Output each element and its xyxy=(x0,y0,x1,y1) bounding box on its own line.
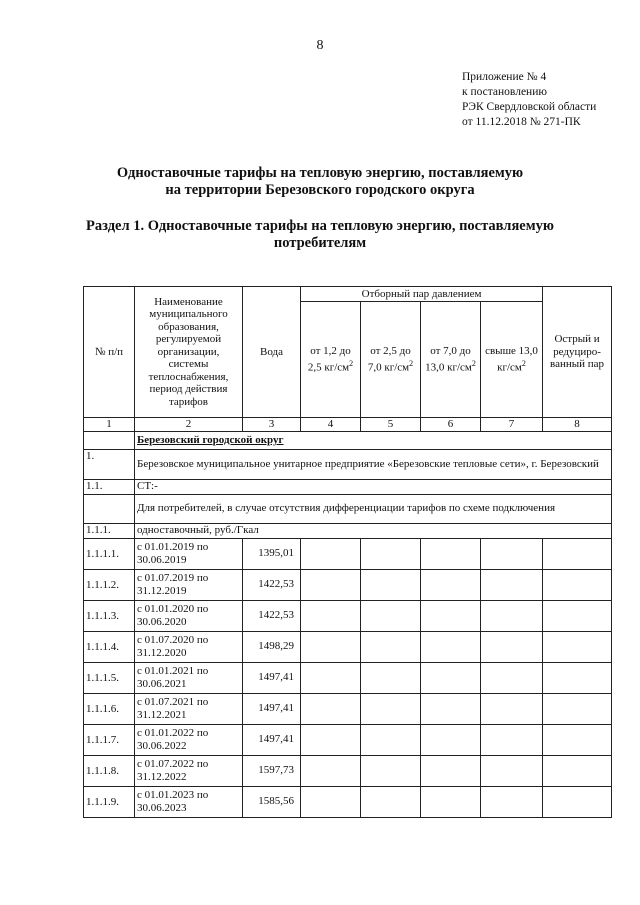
table-row xyxy=(84,755,612,786)
table-row xyxy=(84,600,612,631)
row-code: 1.1.1.1. xyxy=(84,538,135,569)
table-row xyxy=(84,631,612,662)
system-name: СТ:- xyxy=(135,479,612,494)
row-empty-cell xyxy=(301,538,361,569)
row-code: 1.1.1.3. xyxy=(84,600,135,631)
row-empty-cell xyxy=(361,786,421,817)
col-number: 2 xyxy=(135,418,243,432)
tariff-table xyxy=(83,286,612,818)
col-number: 3 xyxy=(243,418,301,432)
table-row xyxy=(84,786,612,817)
row-code: 1.1.1.8. xyxy=(84,755,135,786)
page-number: 8 xyxy=(316,38,324,53)
col-number: 7 xyxy=(481,418,543,432)
row-code: 1.1.1.5. xyxy=(84,662,135,693)
row-code: 1.1.1.9. xyxy=(84,786,135,817)
header-num: № п/п xyxy=(84,287,135,418)
rate-row xyxy=(84,523,612,538)
row-empty-cell xyxy=(361,755,421,786)
row-empty-cell xyxy=(543,662,612,693)
row-code: 1.1.1.2. xyxy=(84,569,135,600)
row-code: 1.1.1.6. xyxy=(84,693,135,724)
row-code: 1.1.1.7. xyxy=(84,724,135,755)
row-empty-cell xyxy=(481,786,543,817)
row-period: с 01.07.2022 по 31.12.2022 xyxy=(135,755,243,786)
row-empty-cell xyxy=(421,631,481,662)
row-empty-cell xyxy=(481,662,543,693)
header-steam-1-sup: 2 xyxy=(349,358,354,368)
document-title xyxy=(0,165,640,199)
row-empty-cell xyxy=(543,786,612,817)
row-empty-cell xyxy=(481,693,543,724)
appendix-line: от 11.12.2018 № 271-ПК xyxy=(462,116,581,128)
row-period: с 01.01.2023 по 30.06.2023 xyxy=(135,786,243,817)
region-empty-cell xyxy=(84,431,135,449)
row-empty-cell xyxy=(481,569,543,600)
title-line: на территории Березовского городского округа xyxy=(165,182,475,198)
section-title xyxy=(0,218,640,252)
col-number: 5 xyxy=(361,418,421,432)
column-number-row xyxy=(84,418,612,432)
appendix-block xyxy=(462,70,596,130)
row-empty-cell xyxy=(361,662,421,693)
row-empty-cell xyxy=(481,755,543,786)
row-empty-cell xyxy=(421,662,481,693)
row-empty-cell xyxy=(543,693,612,724)
row-empty-cell xyxy=(481,724,543,755)
row-empty-cell xyxy=(301,600,361,631)
section-title-line: потребителям xyxy=(273,235,367,251)
appendix-line: к постановлению xyxy=(462,86,547,98)
row-empty-cell xyxy=(361,631,421,662)
org-name: Березовское муниципальное унитарное предприятие «Березовские тепловые сети», г. Березовский xyxy=(135,449,612,479)
row-period: с 01.07.2021 по 31.12.2021 xyxy=(135,693,243,724)
table-row xyxy=(84,538,612,569)
row-empty-cell xyxy=(361,569,421,600)
row-empty-cell xyxy=(421,538,481,569)
row-empty-cell xyxy=(543,724,612,755)
header-steam-2-sup: 2 xyxy=(409,358,414,368)
row-period: с 01.07.2020 по 31.12.2020 xyxy=(135,631,243,662)
table-row xyxy=(84,569,612,600)
row-empty-cell xyxy=(481,538,543,569)
region-row xyxy=(84,431,612,449)
header-water: Вода xyxy=(243,287,301,418)
row-code: 1.1.1.4. xyxy=(84,631,135,662)
header-steam-4 xyxy=(481,302,543,418)
appendix-line: Приложение № 4 xyxy=(462,71,547,83)
row-empty-cell xyxy=(543,600,612,631)
region-name: Березовский городской округ xyxy=(137,433,284,446)
row-empty-cell xyxy=(421,724,481,755)
row-water-value: 1422,53 xyxy=(243,569,301,600)
row-period: с 01.01.2020 по 30.06.2020 xyxy=(135,600,243,631)
row-empty-cell xyxy=(301,569,361,600)
consumers-note: Для потребителей, в случае отсутствия дифференциации тарифов по схеме подключения xyxy=(135,494,612,523)
header-name: Наименование муниципального образования, регулируемой организации, системы теплоснабжения, период действия тарифов xyxy=(135,287,243,418)
header-steam-3 xyxy=(421,302,481,418)
col-number: 4 xyxy=(301,418,361,432)
row-water-value: 1585,56 xyxy=(243,786,301,817)
row-empty-cell xyxy=(361,724,421,755)
row-period: с 01.01.2021 по 30.06.2021 xyxy=(135,662,243,693)
row-period: с 01.01.2019 по 30.06.2019 xyxy=(135,538,243,569)
consumers-empty-cell xyxy=(84,494,135,523)
header-steam-group: Отборный пар давлением xyxy=(301,287,543,302)
row-empty-cell xyxy=(361,600,421,631)
system-row xyxy=(84,479,612,494)
system-code: 1.1. xyxy=(84,479,135,494)
header-steam-1-text: от 1,2 до 2,5 кг/см xyxy=(307,345,351,374)
row-empty-cell xyxy=(301,693,361,724)
header-steam-2 xyxy=(361,302,421,418)
title-line: Одноставочные тарифы на тепловую энергию, поставляемую xyxy=(116,165,524,181)
section-title-line: Раздел 1. Одноставочные тарифы на тепловую энергию, поставляемую xyxy=(86,218,554,234)
row-empty-cell xyxy=(481,600,543,631)
header-steam-1 xyxy=(301,302,361,418)
row-empty-cell xyxy=(301,786,361,817)
header-steam-2-text: от 2,5 до 7,0 кг/см xyxy=(367,345,411,374)
row-empty-cell xyxy=(301,662,361,693)
row-empty-cell xyxy=(421,600,481,631)
row-empty-cell xyxy=(543,538,612,569)
header-sharp-steam: Острый и редуциро-ванный пар xyxy=(543,287,612,418)
row-water-value: 1497,41 xyxy=(243,724,301,755)
rate-code: 1.1.1. xyxy=(84,523,135,538)
row-empty-cell xyxy=(301,755,361,786)
rate-name: одноставочный, руб./Гкал xyxy=(135,523,612,538)
row-empty-cell xyxy=(301,724,361,755)
table-row xyxy=(84,724,612,755)
col-number: 6 xyxy=(421,418,481,432)
row-water-value: 1395,01 xyxy=(243,538,301,569)
row-empty-cell xyxy=(361,693,421,724)
row-empty-cell xyxy=(421,693,481,724)
row-empty-cell xyxy=(481,631,543,662)
header-steam-4-text: свыше 13,0 кг/см xyxy=(485,345,538,374)
table-row xyxy=(84,693,612,724)
col-number: 1 xyxy=(84,418,135,432)
row-empty-cell xyxy=(543,631,612,662)
row-empty-cell xyxy=(421,569,481,600)
org-code: 1. xyxy=(84,449,135,479)
col-number: 8 xyxy=(543,418,612,432)
header-steam-3-text: от 7,0 до 13,0 кг/см xyxy=(425,345,472,374)
row-empty-cell xyxy=(543,755,612,786)
row-empty-cell xyxy=(361,538,421,569)
row-water-value: 1497,41 xyxy=(243,693,301,724)
row-period: с 01.01.2022 по 30.06.2022 xyxy=(135,724,243,755)
row-water-value: 1498,29 xyxy=(243,631,301,662)
table-row xyxy=(84,662,612,693)
row-water-value: 1597,73 xyxy=(243,755,301,786)
row-water-value: 1497,41 xyxy=(243,662,301,693)
row-empty-cell xyxy=(421,755,481,786)
row-empty-cell xyxy=(543,569,612,600)
organization-row xyxy=(84,449,612,479)
row-period: с 01.07.2019 по 31.12.2019 xyxy=(135,569,243,600)
row-empty-cell xyxy=(301,631,361,662)
row-empty-cell xyxy=(421,786,481,817)
row-water-value: 1422,53 xyxy=(243,600,301,631)
header-steam-3-sup: 2 xyxy=(471,358,476,368)
header-steam-4-sup: 2 xyxy=(521,358,526,368)
appendix-line: РЭК Свердловской области xyxy=(462,101,597,113)
consumers-row xyxy=(84,494,612,523)
